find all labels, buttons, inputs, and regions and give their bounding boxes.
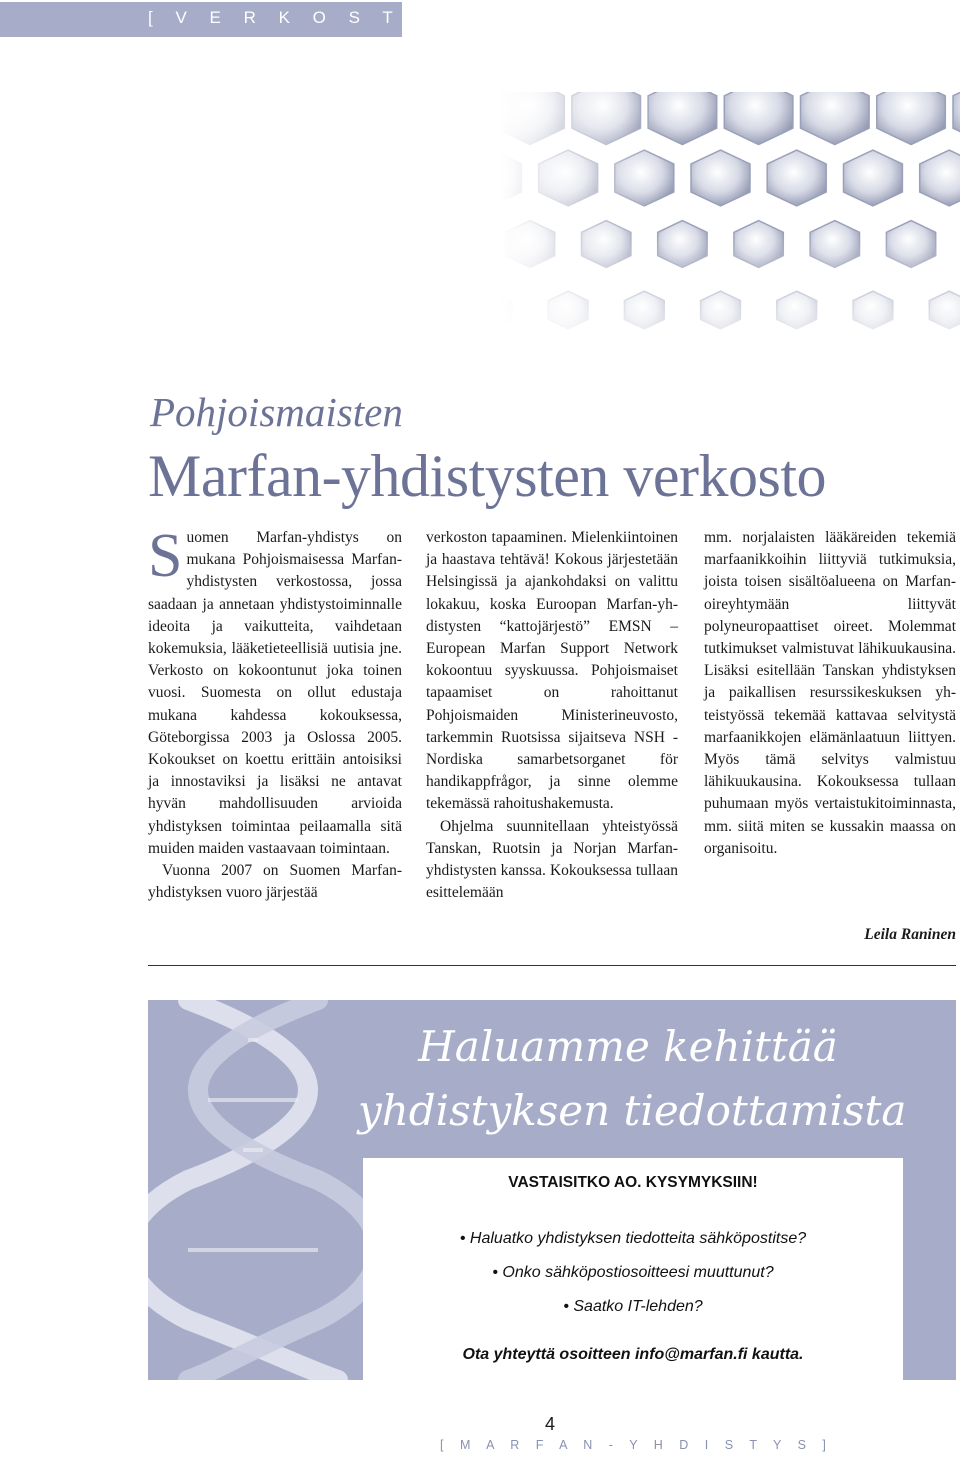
dna-helix-illustration (148, 1000, 378, 1380)
question-item: • Haluatko yhdistyksen tiedotteita sähköpostitse? (459, 1230, 807, 1247)
section-label: [ V E R K O S T O ] (148, 8, 465, 27)
article-paragraph: mm. norjalaisten lääkäreiden tekemiä marfaanikkoihin liittyviä tutkimuksia, joista toisen sisältöalueena on Marfan-oireyhtymään liittyvät polyneuropaattiset oireet. Molemmat tutkimukset valmistuvat lähikuukausina. Lisäksi esitellään Tanskan yhdistyksen ja paikallisen resurssikeskuksen yhteistyössä tekemää kattavaa selvitystä marfaanikkojen elämänlaatuun liittyen. Myös tämä selvitys valmistuu lähikuukausina. Kokouksessa tullaan puhumaan myös vertaistukitoiminnasta, mm. siitä miten se kussakin maassa on organisoitu. (704, 529, 956, 857)
article-title: Marfan-yhdistysten verkosto (148, 443, 827, 509)
article-paragraph: verkoston tapaaminen. Mielenkiintoinen ja haastava tehtävä! Kokous järjestetään Helsingissä ja ajankohdaksi on valittu lokakuu, koska Euroopan Marfan-yhdistysten “kattojärjestö” EMSN – European Marfan Support Network kokoontuu syyskuussa. Pohjoismaiset tapaamiset on rahoittanut Pohjoismaiden Ministerineuvosto, tarkemmin Ruotsissa sijaitseva NSH - Nordiska samarbetsorganet för handikappfrågor, ja sinne olemme tekemässä rahoitushakemusta. (426, 529, 678, 813)
article-column-2 (426, 527, 678, 904)
article-author: Leila Raninen (864, 926, 956, 943)
divider (148, 965, 956, 966)
article-paragraph: Ohjelma suunnitellaan yhteistyössä Tanskan, Ruotsin ja Norjan Marfan-yhdistysten kanssa. Kokouksessa tullaan esittelemään (426, 817, 678, 902)
publication-label: [ M A R F A N - Y H D I S T Y S ] (440, 1438, 833, 1452)
honeycomb-illustration (500, 92, 960, 344)
article-column-3 (704, 527, 956, 860)
question-heading: VASTAISITKO AO. KYSYMYKSIIN! (508, 1174, 758, 1191)
section-tab (0, 2, 465, 37)
survey-promo-box (148, 1000, 956, 1380)
page-number: 4 (544, 1414, 555, 1434)
article-column-1 (148, 522, 402, 904)
article-paragraph: Vuonna 2007 on Suomen Marfan-yhdistyksen vuoro järjestää (148, 862, 402, 902)
drop-cap: S (148, 522, 183, 590)
promo-title-line-1: Haluamme kehittää (418, 1022, 838, 1071)
article-kicker: Pohjoismaisten (150, 389, 403, 435)
contact-line: Ota yhteyttä osoitteen info@marfan.fi kautta. (462, 1346, 804, 1363)
article-paragraph (148, 522, 402, 860)
question-item: • Saatko IT-lehden? (563, 1298, 703, 1315)
question-list (363, 1222, 903, 1324)
paragraph-text: uomen Marfan-yhdistys on mukana Pohjoismaisessa Marfan-yhdistysten verkostossa, jossa saadaan ja annetaan yhdistystoiminnalle ideoita ja vaikutteita, vaihdetaan kokemuksia, lääketieteellisiä uutisia jne. Verkosto on kokoontunut joka toinen vuosi. Suomesta on ollut edustaja mukana kahdessa kokouksessa, Göteborgissa 2003 ja Oslossa 2005. Kokoukset on koettu erittäin antoisiksi ja innostaviksi ja lisäksi ne antavat hyvän mahdollisuuden arvioida yhdistyksen toimintaa peilaamalla sitä muiden maiden vastaavaan toimintaan. (148, 529, 402, 857)
promo-title-line-2: yhdistyksen tiedottamista (358, 1086, 907, 1135)
question-panel (363, 1158, 903, 1380)
question-item: • Onko sähköpostiosoitteesi muuttunut? (492, 1264, 774, 1281)
